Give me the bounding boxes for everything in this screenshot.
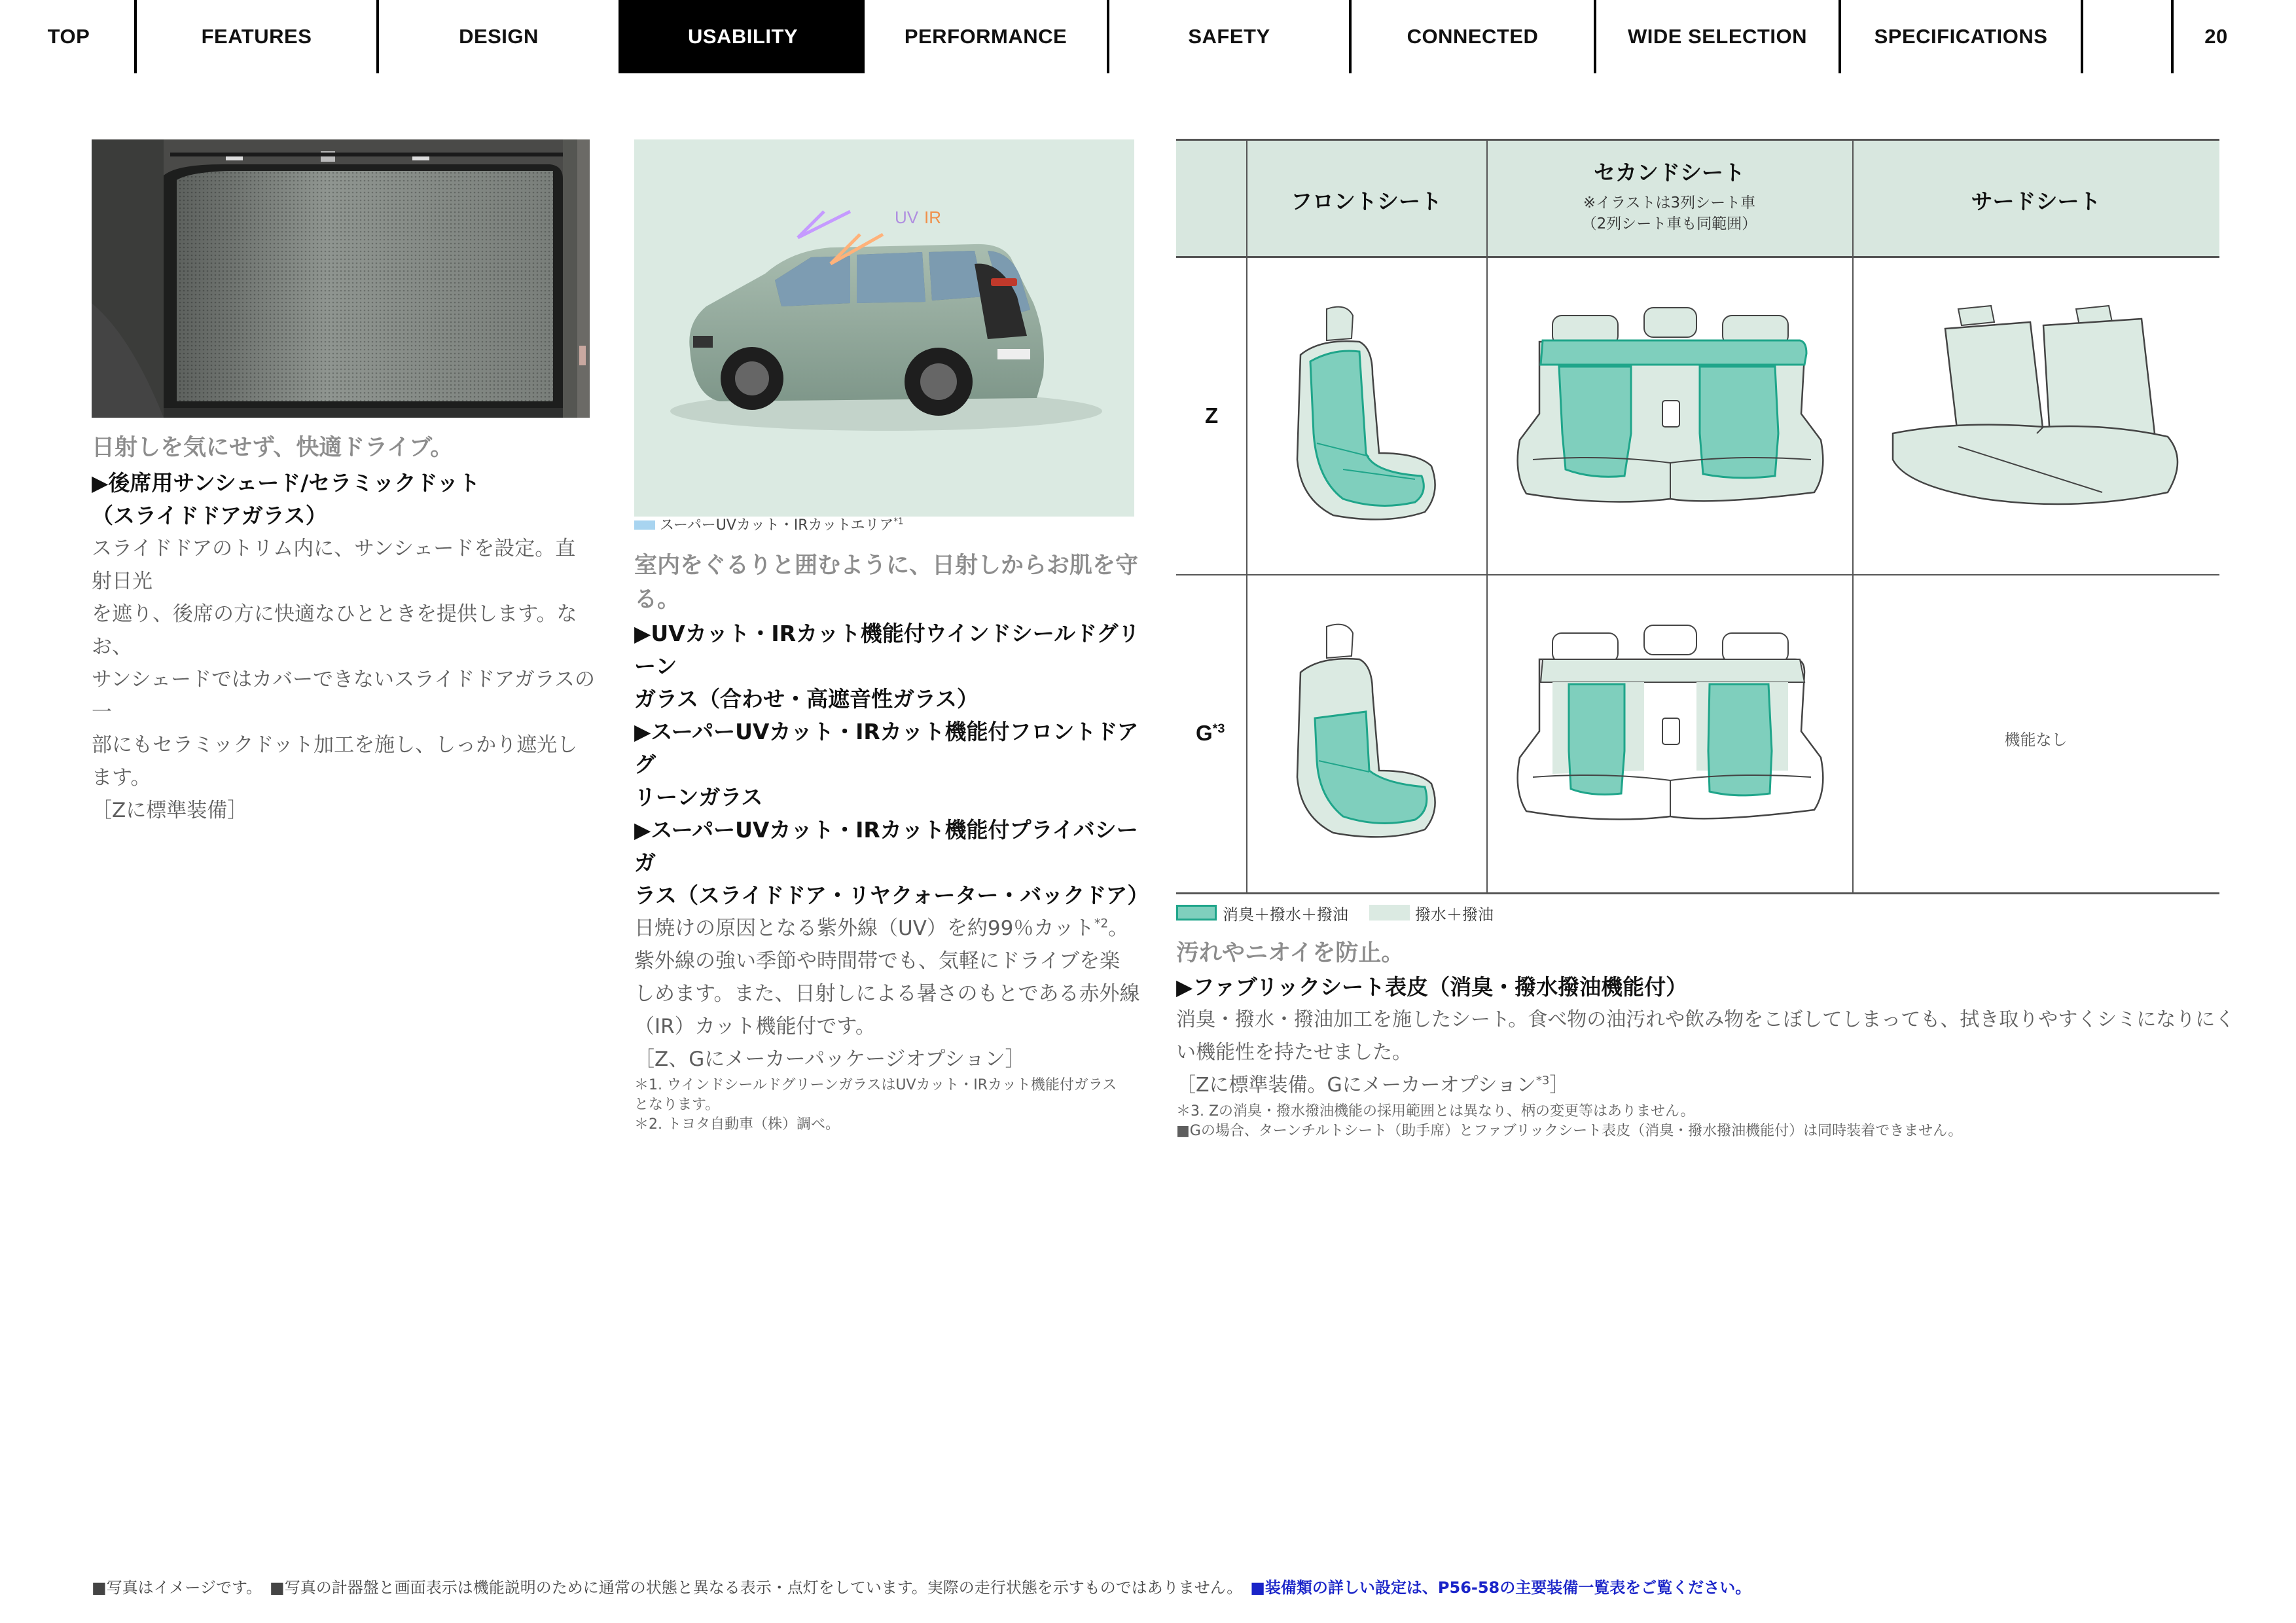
nav-wide-selection[interactable]: WIDE SELECTION [1628, 25, 1807, 48]
uv-subhead-line: リーンガラス [634, 784, 763, 810]
table-rule [1176, 139, 2219, 141]
seat-headline: 汚れやニオイを防止。 [1176, 940, 1405, 966]
seat-function-table [1176, 139, 2219, 893]
nav-top[interactable]: TOP [47, 25, 90, 48]
seat-footnote: ■Gの場合、ターンチルトシート（助手席）とファブリックシート表皮（消臭・撥水撥油機能付）は同時装着できません。 [1176, 1123, 1963, 1139]
table-rule [1176, 892, 2219, 894]
uv-subhead-line: ガラス（合わせ・高遮音性ガラス） [634, 686, 979, 712]
seat-availability: ［Zに標準装備。Gにメーカーオプション$^{*3}$］ [1176, 1074, 1570, 1097]
sunshade-body-line: を遮り、後席の方に快適なひとときを提供します。なお、 [92, 602, 577, 659]
header-front-seat: フロントシート [1291, 189, 1442, 214]
legend-swatch-deodorize [1176, 905, 1217, 921]
g-second-seat-illustration [1513, 620, 1827, 843]
uv-availability: ［Z、Gにメーカーパッケージオプション］ [634, 1048, 1026, 1071]
header-second-note: ※イラストは3列シート車 [1583, 194, 1756, 211]
nav-safety[interactable]: SAFETY [1188, 25, 1270, 48]
uv-label: UV [895, 208, 919, 227]
uv-headline: 室内をぐるりと囲むように、日射しからお肌を守る。 [634, 553, 1139, 613]
table-rule [1176, 256, 2219, 258]
row-label-z: Z [1205, 403, 1219, 428]
legend-swatch-water-oil [1369, 905, 1410, 921]
third-seat-g-no-function: 機能なし [2004, 731, 2068, 749]
sunshade-subhead-2: （スライドドアガラス） [92, 503, 327, 528]
uv-subhead-line: ▶スーパーUVカット・IRカット機能付フロントドアグ [634, 719, 1139, 777]
uv-footnote: となります。 [634, 1097, 720, 1113]
header-second-note: （2列シート車も同範囲） [1581, 215, 1757, 232]
table-rule [1852, 139, 1854, 893]
uv-body-line: 紫外線の強い季節や時間帯でも、気軽にドライブを楽 [634, 949, 1121, 973]
table-rule [1486, 139, 1488, 893]
sunshade-body-line: サンシェードではカバーできないスライドドアガラスの一 [92, 668, 595, 724]
header-second-seat: セカンドシート [1594, 160, 1745, 185]
sunshade-headline: 日射しを気にせず、快適ドライブ。 [92, 435, 454, 461]
seat-text [1176, 936, 2236, 1141]
page-number: 20 [2204, 25, 2228, 48]
uv-legend-swatch [634, 520, 655, 530]
uv-subhead-line: ラス（スライドドア・リヤクォーター・バックドア） [634, 883, 1149, 908]
row-label-g: $G^{*3}$ [1196, 721, 1225, 745]
uv-body-line: （IR）カット機能付です。 [634, 1015, 876, 1038]
top-nav [0, 0, 2296, 73]
z-third-seat-illustration [1880, 302, 2194, 525]
uv-footnote: ＊1. ウインドシールドグリーンガラスはUVカット・IRカット機能付ガラス [634, 1077, 1117, 1093]
seat-subhead: ▶ファブリックシート表皮（消臭・撥水撥油機能付） [1176, 974, 1688, 1000]
z-front-seat-illustration [1281, 302, 1451, 532]
sunshade-photo [92, 139, 590, 418]
sunshade-availability: ［Zに標準装備］ [92, 799, 248, 822]
uv-footnote: ＊2. トヨタ自動車（株）調べ。 [634, 1116, 840, 1133]
uv-body-line: 日焼けの原因となる紫外線（UV）を約99％カット$^{*2}$。 [634, 917, 1129, 940]
ir-label: IR [924, 208, 941, 227]
seat-body-line: 消臭・撥水・撥油加工を施したシート。食べ物の油汚れや飲み物をこぼしてしまっても、拭き取りやすくシミになりにく [1176, 1008, 2235, 1031]
seat-body-line: い機能性を持たせました。 [1176, 1041, 1412, 1064]
page-footer [92, 1575, 1751, 1597]
uv-subhead-line: ▶スーパーUVカット・IRカット機能付プライバシーガ [634, 817, 1138, 875]
legend-label-deodorize: 消臭＋撥水＋撥油 [1223, 905, 1348, 924]
table-rule [1176, 574, 2219, 575]
nav-usability[interactable]: USABILITY [621, 0, 865, 73]
uv-glass-illustration [634, 139, 1134, 517]
g-front-seat-illustration [1281, 620, 1451, 849]
nav-divider [2081, 0, 2083, 73]
legend-label-water-oil: 撥水＋撥油 [1415, 905, 1494, 924]
nav-connected[interactable]: CONNECTED [1407, 25, 1539, 48]
header-third-seat: サードシート [1971, 189, 2101, 214]
uv-body-line: しめます。また、日射しによる暑さのもとである赤外線 [634, 982, 1140, 1006]
sunshade-body-line: 部にもセラミックドット加工を施し、しっかり遮光します。 [92, 733, 578, 790]
nav-specifications[interactable]: SPECIFICATIONS [1874, 25, 2048, 48]
nav-features[interactable]: FEATURES [201, 25, 312, 48]
uv-legend-text: スーパーUVカット・IRカットエリア$^{*1}$ [660, 517, 904, 534]
nav-performance[interactable]: PERFORMANCE [904, 25, 1067, 48]
nav-design[interactable]: DESIGN [459, 25, 539, 48]
footer-disclaimer: ■写真はイメージです。 ■写真の計器盤と画面表示は機能説明のために通常の状態と異なる表示・点灯をしています。実際の走行状態を示すものではありません。 [92, 1578, 1251, 1597]
uv-subhead-line: ▶UVカット・IRカット機能付ウインドシールドグリーン [634, 621, 1140, 679]
seat-footnote: ＊3. Zの消臭・撥水撥油機能の採用範囲とは異なり、柄の変更等はありません。 [1176, 1103, 1695, 1120]
footer-equipment-link[interactable]: ■装備類の詳しい設定は、P56-58の主要装備一覧表をご覧ください。 [1250, 1578, 1751, 1597]
sunshade-text [92, 431, 596, 827]
uv-glass-text [634, 549, 1149, 1135]
z-second-seat-illustration [1513, 302, 1827, 525]
table-rule [1246, 139, 1247, 893]
sunshade-subhead: ▶後席用サンシェード/セラミックドット [92, 470, 480, 496]
sunshade-body-line: スライドドアのトリム内に、サンシェードを設定。直射日光 [92, 537, 576, 593]
